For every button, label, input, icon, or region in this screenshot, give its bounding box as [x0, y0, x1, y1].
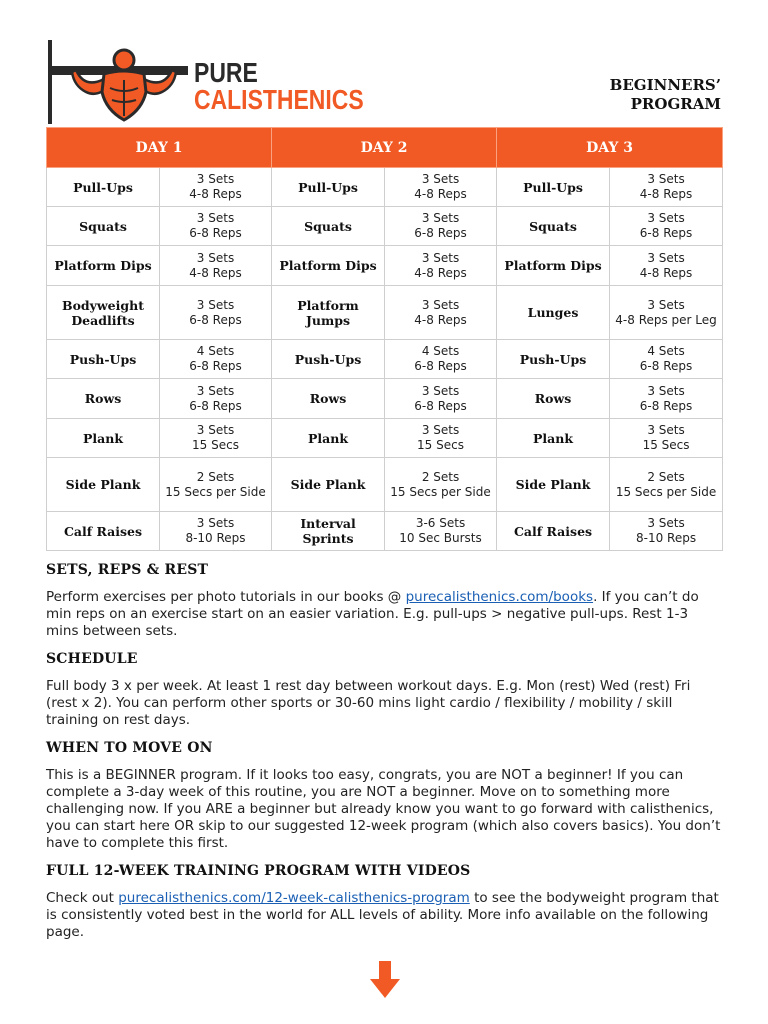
exercise-cell: Side Plank: [497, 458, 610, 512]
sets-reps-cell: 3 Sets 4-8 Reps: [160, 168, 272, 207]
exercise-cell: Side Plank: [272, 458, 385, 512]
sets-reps-cell: 3 Sets 6-8 Reps: [610, 207, 723, 246]
section-heading-sets: SETS, REPS & REST: [46, 562, 209, 578]
sets-reps-cell: 3 Sets 4-8 Reps per Leg: [610, 286, 723, 340]
sets-reps-cell: 3 Sets 4-8 Reps: [610, 168, 723, 207]
sets-reps-cell: 3 Sets 4-8 Reps: [385, 286, 497, 340]
sets-reps-cell: 3 Sets 4-8 Reps: [160, 246, 272, 286]
day-header: DAY 2: [272, 128, 497, 168]
exercise-cell: Platform Dips: [47, 246, 160, 286]
table-row: [47, 512, 723, 551]
brand-line-1: PURE: [194, 57, 258, 88]
exercise-cell: Platform Jumps: [272, 286, 385, 340]
section-heading-schedule: SCHEDULE: [46, 651, 138, 667]
brand-logo: [46, 40, 364, 124]
table-row: [47, 168, 723, 207]
exercise-cell: Rows: [497, 379, 610, 419]
text-segment: Perform exercises per photo tutorials in our books @: [46, 589, 406, 605]
exercise-cell: Pull-Ups: [272, 168, 385, 207]
day-header: DAY 1: [47, 128, 272, 168]
program-title-line-1: BEGINNERS’: [609, 76, 721, 94]
table-row: [47, 286, 723, 340]
exercise-cell: Plank: [497, 419, 610, 458]
sets-reps-cell: 2 Sets 15 Secs per Side: [160, 458, 272, 512]
exercise-cell: Pull-Ups: [497, 168, 610, 207]
sets-reps-cell: 3 Sets 6-8 Reps: [160, 207, 272, 246]
section-text-schedule: Full body 3 x per week. At least 1 rest day between workout days. E.g. Mon (rest) Wed (rest) Fri (rest x 2). You can perform other sports or 30-60 mins light cardio / flexibility / mobility / skill training on rest days.: [46, 678, 691, 728]
brand-wordmark: [194, 57, 401, 115]
exercise-cell: Platform Dips: [272, 246, 385, 286]
section-heading-full-program: FULL 12-WEEK TRAINING PROGRAM WITH VIDEOS: [46, 863, 471, 879]
program-title: [610, 76, 721, 114]
table-row: [47, 458, 723, 512]
sets-reps-cell: 3 Sets 6-8 Reps: [160, 286, 272, 340]
sets-reps-cell: 3 Sets 8-10 Reps: [610, 512, 723, 551]
books-link[interactable]: purecalisthenics.com/books: [405, 589, 594, 605]
section-text-move-on: This is a BEGINNER program. If it looks too easy, congrats, you are NOT a beginner! If you can complete a 3-day week of this routine, you are NOT a beginner. Move on to something more challenging now. If you ARE a beginner but already know you want to go forward with calisthenics, you can start here OR skip to our suggested 12-week program (which also covers basics). You don’t have to complete this first.: [46, 767, 721, 851]
sets-reps-cell: 3 Sets 15 Secs: [160, 419, 272, 458]
exercise-cell: Bodyweight Deadlifts: [47, 286, 160, 340]
exercise-cell: Squats: [497, 207, 610, 246]
text-segment: . If you can’t do min reps on an exercise start on an easier variation. E.g. pull-ups > negative pull-ups. Rest 1-3 mins between sets.: [46, 589, 699, 639]
sets-reps-cell: 4 Sets 6-8 Reps: [610, 340, 723, 379]
sets-reps-cell: 3 Sets 6-8 Reps: [610, 379, 723, 419]
sets-reps-cell: 3 Sets 6-8 Reps: [385, 207, 497, 246]
exercise-cell: Rows: [47, 379, 160, 419]
sets-reps-cell: 3 Sets 6-8 Reps: [160, 379, 272, 419]
day-header: DAY 3: [497, 128, 723, 168]
program-title-line-2: PROGRAM: [630, 95, 721, 113]
athlete-pull-up-logo-icon: [46, 40, 196, 124]
table-row: [47, 379, 723, 419]
exercise-cell: Push-Ups: [47, 340, 160, 379]
exercise-cell: Plank: [272, 419, 385, 458]
table-row: [47, 207, 723, 246]
table-row: [47, 340, 723, 379]
table-row: [47, 419, 723, 458]
exercise-cell: Calf Raises: [497, 512, 610, 551]
day-header-row: [47, 128, 723, 168]
text-segment: Check out: [46, 890, 119, 906]
sets-reps-cell: 3 Sets 4-8 Reps: [385, 246, 497, 286]
section-heading-move-on: WHEN TO MOVE ON: [46, 740, 213, 756]
sets-reps-cell: 3 Sets 4-8 Reps: [385, 168, 497, 207]
exercise-cell: Squats: [272, 207, 385, 246]
brand-line-2: CALISTHENICS: [194, 83, 364, 115]
sets-reps-cell: 4 Sets 6-8 Reps: [160, 340, 272, 379]
program-link[interactable]: purecalisthenics.com/12-week-calisthenics-program: [118, 890, 470, 906]
section-text-sets: [46, 589, 724, 640]
exercise-cell: Push-Ups: [272, 340, 385, 379]
program-table: [46, 127, 723, 551]
sets-reps-cell: 3 Sets 15 Secs: [385, 419, 497, 458]
exercise-cell: Pull-Ups: [47, 168, 160, 207]
exercise-cell: Side Plank: [47, 458, 160, 512]
info-sections: [46, 562, 724, 952]
sets-reps-cell: 3 Sets 15 Secs: [610, 419, 723, 458]
text-segment: to see the bodyweight program that is consistently voted best in the world for ALL levels of ability. More info available on the following page.: [46, 890, 719, 940]
exercise-cell: Push-Ups: [497, 340, 610, 379]
exercise-cell: Plank: [47, 419, 160, 458]
table-row: [47, 246, 723, 286]
exercise-cell: Interval Sprints: [272, 512, 385, 551]
sets-reps-cell: 3 Sets 6-8 Reps: [385, 379, 497, 419]
sets-reps-cell: 4 Sets 6-8 Reps: [385, 340, 497, 379]
sets-reps-cell: 3 Sets 8-10 Reps: [160, 512, 272, 551]
down-arrow-icon: [370, 961, 400, 999]
sets-reps-cell: 3-6 Sets 10 Sec Bursts: [385, 512, 497, 551]
exercise-cell: Lunges: [497, 286, 610, 340]
section-text-full-program: [46, 890, 724, 941]
sets-reps-cell: 2 Sets 15 Secs per Side: [610, 458, 723, 512]
sets-reps-cell: 2 Sets 15 Secs per Side: [385, 458, 497, 512]
exercise-cell: Squats: [47, 207, 160, 246]
exercise-cell: Calf Raises: [47, 512, 160, 551]
sets-reps-cell: 3 Sets 4-8 Reps: [610, 246, 723, 286]
exercise-cell: Platform Dips: [497, 246, 610, 286]
exercise-cell: Rows: [272, 379, 385, 419]
